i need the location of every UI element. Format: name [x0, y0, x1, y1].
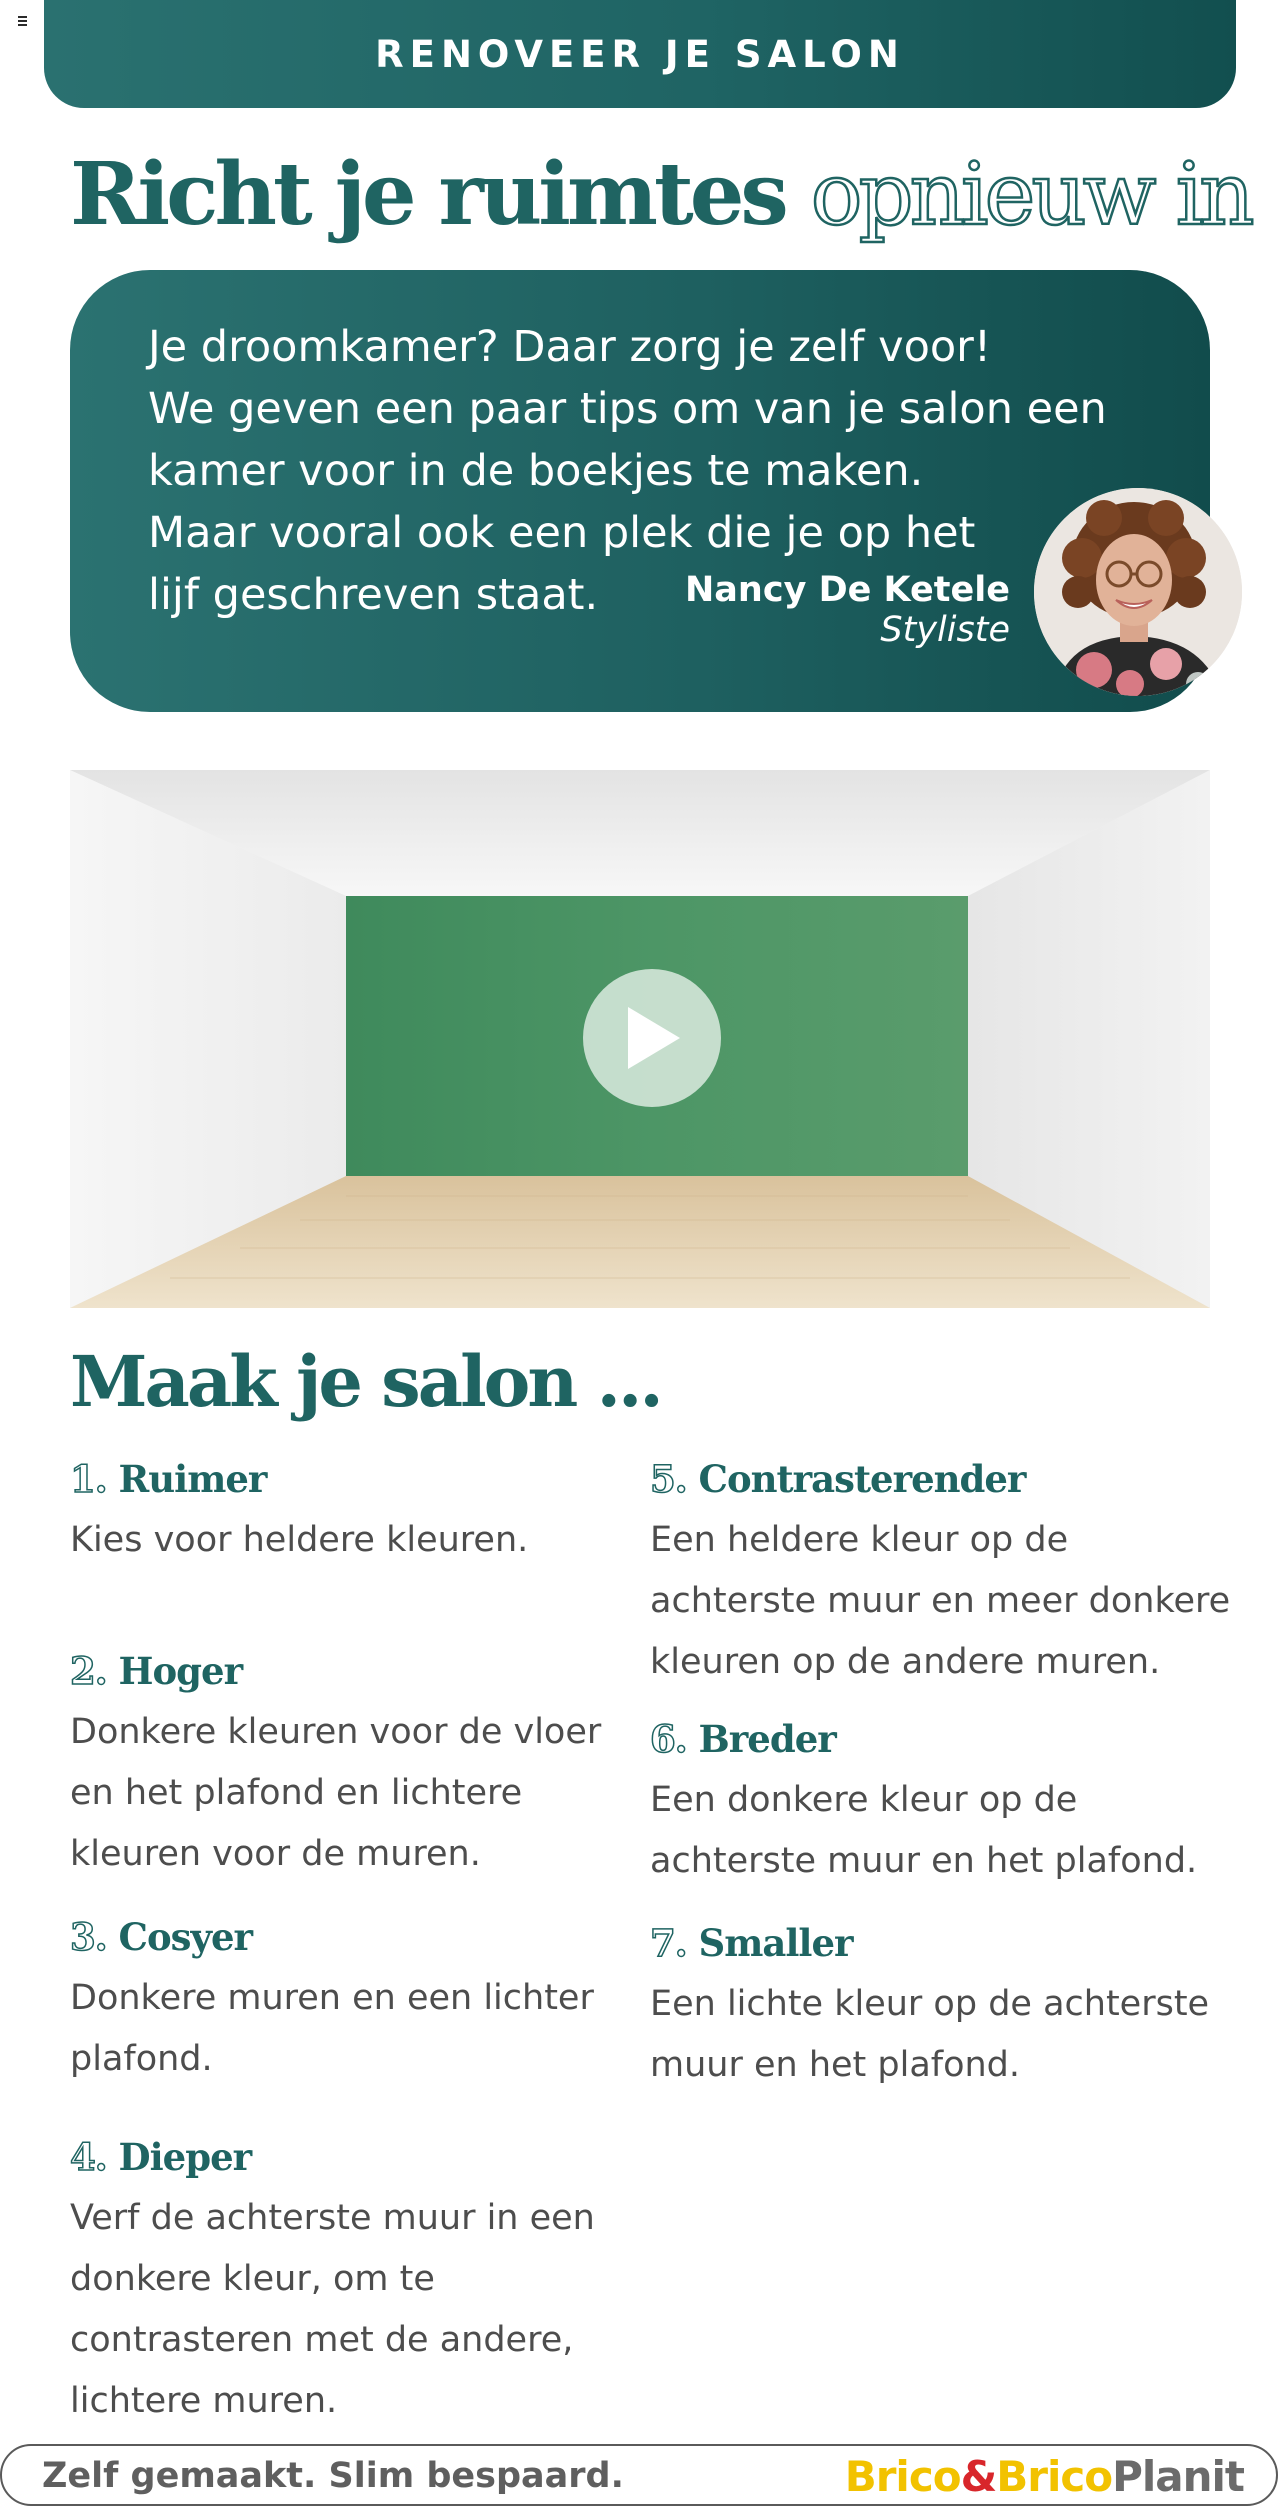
tip-heading: Smaller: [698, 1921, 853, 1965]
tip-item: [650, 1716, 1240, 1892]
footer-tagline: Zelf gemaakt. Slim bespaard.: [42, 2456, 624, 2496]
tip-title: [70, 1914, 630, 1960]
tip-item: [70, 2134, 630, 2432]
footer-bar: [0, 2444, 1278, 2506]
tip-number: 5.: [650, 1457, 687, 1501]
section-title: Maak je salon ...: [70, 1340, 661, 1423]
top-banner: [44, 0, 1236, 108]
play-icon: [622, 1005, 682, 1071]
menu-icon[interactable]: [18, 16, 27, 28]
author-avatar: [1034, 488, 1242, 696]
quote-line: We geven een paar tips om van je salon een: [148, 384, 1107, 434]
tip-title: [650, 1716, 1240, 1762]
tip-number: 4.: [70, 2135, 107, 2179]
quote-line: lijf geschreven staat.: [148, 570, 599, 620]
tip-text: Verf de achterste muur in een donkere kleur, om te contrasteren met de andere, lichtere muren.: [70, 2198, 595, 2421]
tip-heading: Hoger: [118, 1649, 243, 1693]
tip-title: [70, 2134, 630, 2180]
tip-text: Donkere kleuren voor de vloer en het plafond en lichtere kleuren voor de muren.: [70, 1712, 602, 1874]
quote-line: Maar vooral ook een plek die je op het: [148, 508, 976, 558]
brand-logo[interactable]: [845, 2452, 1244, 2501]
tip-text: Een heldere kleur op de achterste muur en meer donkere kleuren op de andere muren.: [650, 1520, 1231, 1682]
banner-title: RENOVEER JE SALON: [375, 32, 905, 76]
logo-ampersand: &: [960, 2452, 997, 2501]
tip-item: [70, 1456, 630, 1571]
tip-text: Kies voor heldere kleuren.: [70, 1520, 529, 1560]
quote-card: [70, 270, 1210, 712]
tip-title: [70, 1648, 630, 1694]
tip-item: [70, 1914, 630, 2090]
headline-solid: Richt je ruimtes: [70, 144, 785, 245]
tip-title: [70, 1456, 630, 1502]
tip-number: 3.: [70, 1915, 107, 1959]
logo-brico-2: Brico: [996, 2452, 1113, 2501]
tip-text: Een donkere kleur op de achterste muur en het plafond.: [650, 1780, 1198, 1881]
headline-outline: opnieuw in: [810, 145, 1251, 245]
quote-line: kamer voor in de boekjes te maken.: [148, 446, 924, 496]
logo-planit: Planit: [1112, 2452, 1244, 2501]
tip-title: [650, 1456, 1240, 1502]
quote-line: Je droomkamer? Daar zorg je zelf voor!: [148, 322, 992, 372]
video-player[interactable]: [70, 770, 1210, 1308]
quote-author-name: Nancy De Ketele: [685, 570, 1010, 610]
tip-number: 2.: [70, 1649, 107, 1693]
tip-text: Donkere muren en een lichter plafond.: [70, 1978, 594, 2079]
tip-heading: Cosyer: [118, 1915, 253, 1959]
tip-item: [70, 1648, 630, 1885]
tip-heading: Dieper: [118, 2135, 252, 2179]
tip-text: Een lichte kleur op de achterste muur en het plafond.: [650, 1984, 1210, 2085]
play-button[interactable]: [583, 969, 721, 1107]
tip-number: 7.: [650, 1921, 687, 1965]
tip-heading: Contrasterender: [698, 1457, 1026, 1501]
tip-number: 1.: [70, 1457, 107, 1501]
quote-author-role: Styliste: [880, 610, 1010, 650]
tip-heading: Ruimer: [118, 1457, 267, 1501]
tip-item: [650, 1456, 1240, 1693]
tip-item: [650, 1920, 1240, 2096]
tip-title: [650, 1920, 1240, 1966]
logo-brico-1: Brico: [844, 2452, 961, 2501]
page-headline: [70, 144, 1251, 245]
tip-number: 6.: [650, 1717, 687, 1761]
tip-heading: Breder: [698, 1717, 836, 1761]
